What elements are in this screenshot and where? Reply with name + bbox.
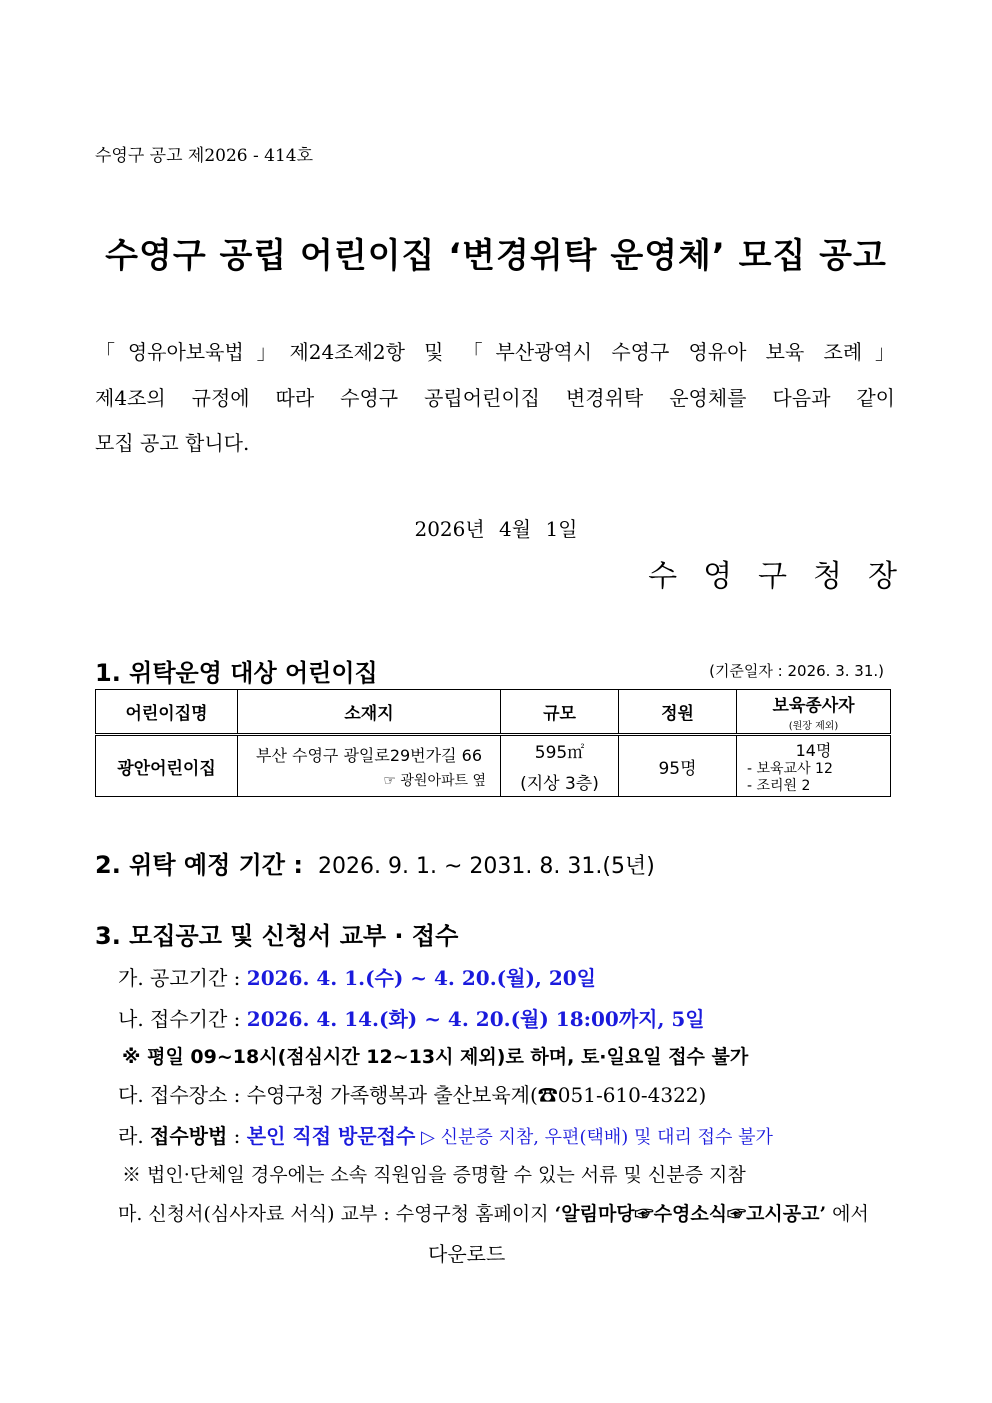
item-ra-label: 접수방법 (150, 1124, 228, 1148)
header-capacity: 정원 (619, 690, 737, 735)
cell-name: 광안어린이집 (96, 735, 238, 797)
header-size: 규모 (501, 690, 619, 735)
item-na (118, 1003, 705, 1032)
cell-staff-teacher: - 보육교사 12 (747, 760, 833, 777)
item-ma-end: 에서 (826, 1203, 869, 1225)
item-ra-prefix: 라. (118, 1124, 151, 1148)
cell-area: 595㎡ (534, 743, 585, 763)
cell-address: 부산 수영구 광일로29번가길 66 (256, 745, 482, 765)
header-location: 소재지 (238, 690, 501, 735)
item-ra-extra: ▷ 신분증 지참, 우편(택배) 및 대리 접수 불가 (415, 1127, 773, 1148)
header-staff-note: (원장 제외) (788, 721, 839, 732)
table-header-row (96, 690, 891, 735)
intro-line-1: 「영유아보육법」제24조제2항 및 「부산광역시 수영구 영유아 보육 조례」 (95, 340, 895, 364)
note-weekday-hours: ※ 평일 09~18시(점심시간 12~13시 제외)로 하며, 토·일요일 접수 불가 (122, 1046, 749, 1068)
item-ma-label: 마. 신청서(심사자료 서식) 교부 : 수영구청 홈페이지 (118, 1203, 555, 1225)
section3-heading: 3. 모집공고 및 신청서 교부 · 접수 (95, 922, 459, 950)
facility-table (95, 689, 891, 797)
item-ra-colon: : (227, 1124, 247, 1148)
header-staff-label: 보육종사자 (772, 696, 855, 716)
signer: 수영구청장 (648, 559, 923, 594)
section2-heading: 2. 위탁 예정 기간 : (95, 851, 303, 879)
cell-floors: (지상 3층) (520, 774, 599, 794)
item-na-value: 2026. 4. 14.(화) ~ 4. 20.(월) 18:00까지, 5일 (246, 1007, 705, 1031)
item-ga-value: 2026. 4. 1.(수) ~ 4. 20.(월), 20일 (246, 966, 596, 990)
notice-date: 2026년 4월 1일 (414, 517, 578, 541)
section2-period: 2026. 9. 1. ~ 2031. 8. 31.(5년) (318, 854, 655, 879)
cell-location (238, 735, 501, 797)
cell-capacity: 95명 (619, 735, 737, 797)
item-ma (118, 1199, 869, 1226)
item-na-label: 나. 접수기간 : (118, 1007, 247, 1031)
cell-staff (737, 735, 891, 797)
item-ga-label: 가. 공고기간 : (118, 966, 247, 990)
table-row (96, 735, 891, 797)
section1-heading: 1. 위탁운영 대상 어린이집 (95, 659, 378, 687)
note-corporation: ※ 법인·단체일 경우에는 소속 직원임을 증명할 수 있는 서류 및 신분증 지참 (122, 1164, 746, 1186)
reference-date: (기준일자 : 2026. 3. 31.) (709, 662, 884, 680)
notice-number: 수영구 공고 제2026 - 414호 (95, 146, 314, 166)
intro-line-2: 제4조의 규정에 따라 수영구 공립어린이집 변경위탁 운영체를 다음과 같이 (95, 386, 895, 410)
cell-size (501, 735, 619, 797)
section2 (95, 845, 655, 880)
header-name: 어린이집명 (96, 690, 238, 735)
item-ma-line2: 다운로드 (428, 1242, 506, 1266)
header-staff (737, 690, 891, 735)
item-ra-value: 본인 직접 방문접수 (246, 1124, 416, 1148)
cell-staff-total: 14명 (795, 740, 832, 760)
intro-line-3: 모집 공고 합니다. (95, 431, 250, 455)
item-ma-path: ‘알림마당☞수영소식☞고시공고’ (554, 1203, 827, 1225)
item-ra (118, 1120, 773, 1149)
document-title: 수영구 공립 어린이집 ‘변경위탁 운영체’ 모집 공고 (105, 236, 887, 276)
item-ga (118, 962, 596, 991)
cell-address-note: ☞ 광원아파트 옆 (383, 772, 486, 789)
item-da: 다. 접수장소 : 수영구청 가족행복과 출산보육계(☎051-610-4322) (118, 1083, 707, 1107)
cell-staff-cook: - 조리원 2 (747, 777, 811, 794)
